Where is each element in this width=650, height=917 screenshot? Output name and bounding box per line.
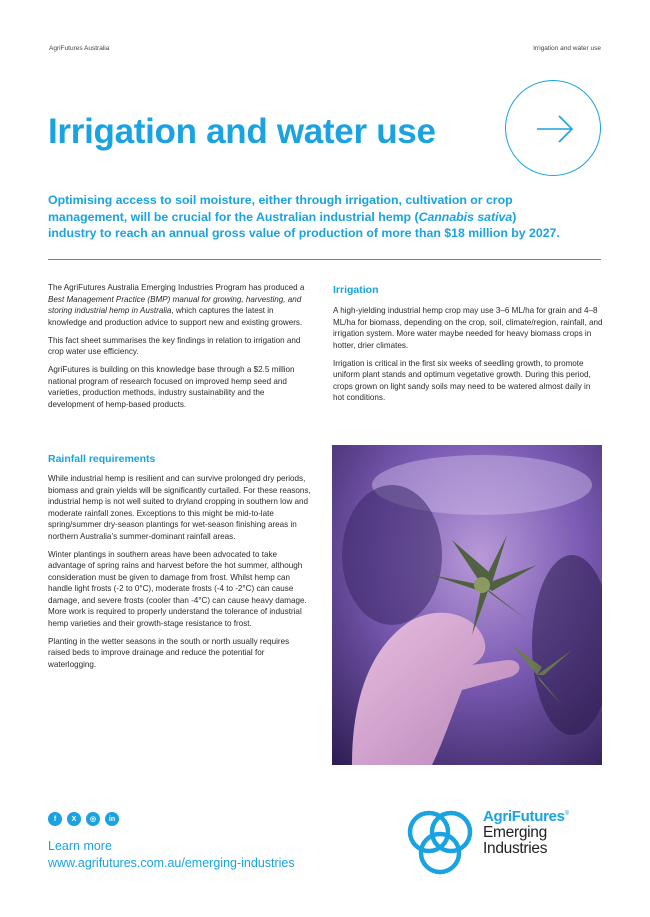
program-text-start: The AgriFutures Australia Emerging Industries Program has produced a xyxy=(48,283,305,292)
logo-registered-mark: ® xyxy=(564,811,569,817)
hemp-plant-photo xyxy=(332,445,602,765)
irrigation-paragraph-2: Irrigation is critical in the first six weeks of seedling growth, to promote uniform plant stands and optimum vegetative growth. During this period, crops grown on light sandy soils may need to be watered almost daily in hot conditions. xyxy=(333,358,591,402)
bmp-manual-title: Best Management Practice (BMP) manual for growing, harvesting, and storing industrial hemp in Australia xyxy=(48,294,302,315)
linkedin-icon[interactable]: in xyxy=(105,812,119,826)
arrow-circle xyxy=(505,80,601,176)
agrifutures-logo-icon xyxy=(404,808,476,878)
intro-paragraph xyxy=(48,192,568,242)
instagram-icon[interactable]: ◎ xyxy=(86,812,100,826)
program-paragraph xyxy=(48,282,312,328)
logo-brand-name xyxy=(483,808,569,825)
rainfall-section xyxy=(48,473,312,677)
summary-paragraph: This fact sheet summarises the key findings in relation to irrigation and crop water use efficiency. xyxy=(48,335,301,356)
rainfall-heading: Rainfall requirements xyxy=(48,453,156,465)
running-header-right: Irrigation and water use xyxy=(533,45,601,52)
learn-more-label: Learn more xyxy=(48,839,112,853)
x-icon[interactable]: X xyxy=(67,812,81,826)
agrifutures-logo xyxy=(483,808,569,857)
logo-brand-text: AgriFutures xyxy=(483,808,565,825)
irrigation-section xyxy=(333,305,603,410)
running-header-left: AgriFutures Australia xyxy=(49,45,110,52)
research-paragraph: AgriFutures is building on this knowledge base through a $2.5 million national program of research focused on improved hemp seed and varieties, production methods, industry sustainability and the development of hemp-based products. xyxy=(48,365,295,409)
left-column xyxy=(48,282,312,417)
rainfall-paragraph-3: Planting in the wetter seasons in the south or north usually requires raised beds to improve drainage and reduce the potential for waterlogging. xyxy=(48,636,290,669)
intro-species-name: Cannabis sativa xyxy=(418,209,513,224)
page-title: Irrigation and water use xyxy=(48,112,436,151)
logo-line-1: Emerging xyxy=(483,824,547,841)
social-links xyxy=(48,812,119,826)
website-link[interactable]: www.agrifutures.com.au/emerging-industries xyxy=(48,856,295,870)
rainfall-paragraph-2: Winter plantings in southern areas have been advocated to take advantage of spring rains and harvest before the hot summer, although consideration must be given to damage from frost. Whilst hemp can handle light frosts (-2 to 0°C), moderate frosts (-4 to -2°C) can cause damage, and severe frosts (cooler than -4°C) can cause heavy damage. More work is required to properly understand the tolerance of industrial hemp varieties and their growth-stage resistance to frost. xyxy=(48,549,307,628)
rainfall-paragraph-1: While industrial hemp is resilient and can survive prolonged dry periods, biomass and grain yields will be significantly curtailed. For these reasons, industrial hemp is not well suited to dryland cropping in southern low and moderate rainfall zones. Exceptions to this might be mid-to-late spring/summer dry-season plantings for wet-season finishing areas in northern Australia’s summer-dominant rainfall areas. xyxy=(48,474,311,541)
logo-line-2: Industries xyxy=(483,840,548,857)
intro-text-end: ) industry to reach an annual gross value of production of more than $18 million by 2027. xyxy=(48,209,560,240)
arrow-right-icon xyxy=(506,81,602,177)
program-text-end: , which captures the latest in knowledge and production advice to support new and existing growers. xyxy=(48,306,303,327)
irrigation-paragraph-1: A high-yielding industrial hemp crop may use 3–6 ML/ha for grain and 4–8 ML/ha for biomass, depending on the crop, soil, climate/region, rainfall, and irrigation system. More water maybe needed for heavy biomass crops in hotter, drier climates. xyxy=(333,306,603,350)
section-divider xyxy=(48,259,601,260)
irrigation-heading: Irrigation xyxy=(333,284,379,296)
intro-text-start: Optimising access to soil moisture, either through irrigation, cultivation or crop management, will be crucial for the Australian industrial hemp ( xyxy=(48,193,513,224)
facebook-icon[interactable]: f xyxy=(48,812,62,826)
